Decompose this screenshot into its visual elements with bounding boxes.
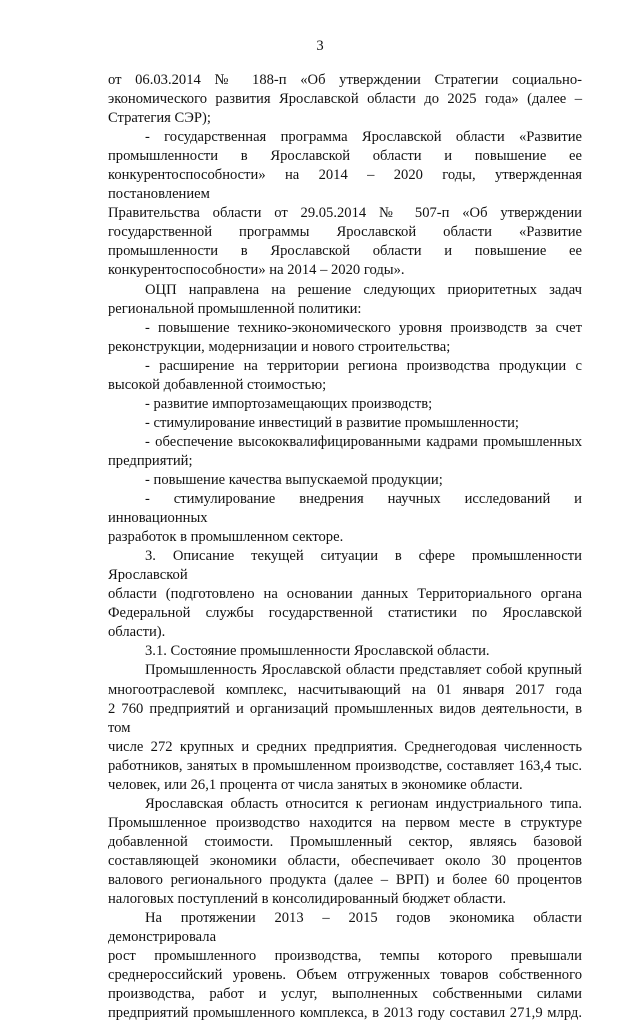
paragraph-line: валового регионального продукта (далее – ВРП) и более 60 процентов (108, 871, 582, 888)
paragraph-line: - повышение качества выпускаемой продукции; (145, 471, 443, 488)
document-body (108, 71, 582, 1023)
paragraph-line: промышленности в Ярославской области и повышение ее (108, 243, 582, 260)
paragraph-line: рост промышленного производства, темпы которого превышали (108, 948, 582, 965)
paragraph-line: работников, занятых в промышленном производстве, составляет 163,4 тыс. (108, 757, 582, 774)
paragraph-line: налоговых поступлений в консолидированный бюджет области. (108, 891, 507, 908)
paragraph (108, 661, 582, 794)
paragraph-line: Промышленное производство находится на первом месте в структуре (108, 814, 582, 831)
paragraph (108, 414, 582, 433)
paragraph-line: региональной промышленной политики: (108, 300, 362, 317)
paragraph (108, 471, 582, 490)
paragraph-line: разработок в промышленном секторе. (108, 529, 344, 546)
paragraph-line: числе 272 крупных и средних предприятия. Среднегодовая численность (108, 738, 582, 755)
paragraph-line: - стимулирование внедрения научных исследований и инновационных (108, 491, 582, 527)
paragraph-line: На протяжении 2013 – 2015 годов экономика области демонстрировала (108, 910, 582, 946)
paragraph-line: предприятий промышленного комплекса, в 2013 году составил 271,9 млрд. (108, 1005, 582, 1022)
paragraph-line: - развитие импортозамещающих производств; (145, 395, 433, 412)
paragraph-line: 3.1. Состояние промышленности Ярославской области. (145, 643, 490, 660)
paragraph-line: - расширение на территории региона производства продукции с (145, 357, 582, 374)
paragraph (108, 128, 582, 280)
paragraph (108, 71, 582, 128)
paragraph-line: Правительства области от 29.05.2014 № 507-п «Об утверждении (108, 205, 582, 222)
paragraph-line: составляющей экономики области, обеспечивает около 30 процентов (108, 852, 582, 869)
paragraph-line: 2 760 предприятий и организаций промышленных видов деятельности, в том (108, 700, 582, 736)
paragraph-line: Ярославская область относится к регионам индустриального типа. (145, 795, 582, 812)
paragraph-line: реконструкции, модернизации и нового строительства; (108, 338, 451, 355)
paragraph-line: высокой добавленной стоимостью; (108, 376, 327, 393)
paragraph-line: предприятий; (108, 452, 193, 469)
paragraph (108, 281, 582, 319)
paragraph (108, 795, 582, 909)
paragraph-line: - обеспечение высококвалифицированными кадрами промышленных (145, 433, 582, 450)
paragraph-line: - государственная программа Ярославской области «Развитие (145, 129, 582, 146)
paragraph (108, 433, 582, 471)
paragraph-line: экономического развития Ярославской области до 2025 года» (далее – (108, 91, 582, 108)
paragraph-line: Промышленность Ярославской области представляет собой крупный (145, 662, 582, 679)
paragraph (108, 909, 582, 1023)
paragraph-line: конкурентоспособности» на 2014 – 2020 годы, утвержденная постановлением (108, 167, 582, 203)
paragraph-line: добавленной стоимости. Промышленный сектор, являясь базовой (108, 833, 582, 850)
paragraph-line: 3. Описание текущей ситуации в сфере промышленности Ярославской (108, 548, 582, 584)
paragraph (108, 547, 582, 642)
paragraph-line: производства, работ и услуг, выполненных собственными силами (108, 986, 582, 1003)
paragraph (108, 357, 582, 395)
paragraph-line: государственной программы Ярославской области «Развитие (108, 224, 582, 241)
paragraph-line: Стратегия СЭР); (108, 110, 211, 127)
paragraph-line: многоотраслевой комплекс, насчитывающий на 01 января 2017 года (108, 681, 582, 698)
paragraph-line: от 06.03.2014 № 188-п «Об утверждении Стратегии социально- (108, 72, 582, 88)
paragraph-line: промышленности в Ярославской области и повышение ее (108, 148, 582, 165)
paragraph (108, 395, 582, 414)
paragraph-line: конкурентоспособности» на 2014 – 2020 годы». (108, 262, 405, 279)
paragraph-line: человек, или 26,1 процента от числа занятых в экономике области. (108, 776, 523, 793)
paragraph-line: области (подготовлено на основании данных Территориального органа (108, 586, 582, 603)
paragraph (108, 319, 582, 357)
paragraph (108, 490, 582, 547)
paragraph (108, 642, 582, 661)
paragraph-line: - повышение технико-экономического уровня производств за счет (145, 319, 582, 336)
paragraph-line: среднероссийский уровень. Объем отгруженных товаров собственного (108, 967, 582, 984)
page-number: 3 (316, 38, 324, 54)
paragraph-line: Федеральной службы государственной статистики по Ярославской области). (108, 605, 582, 641)
paragraph-line: ОЦП направлена на решение следующих приоритетных задач (145, 281, 582, 298)
paragraph-line: - стимулирование инвестиций в развитие промышленности; (145, 414, 519, 431)
